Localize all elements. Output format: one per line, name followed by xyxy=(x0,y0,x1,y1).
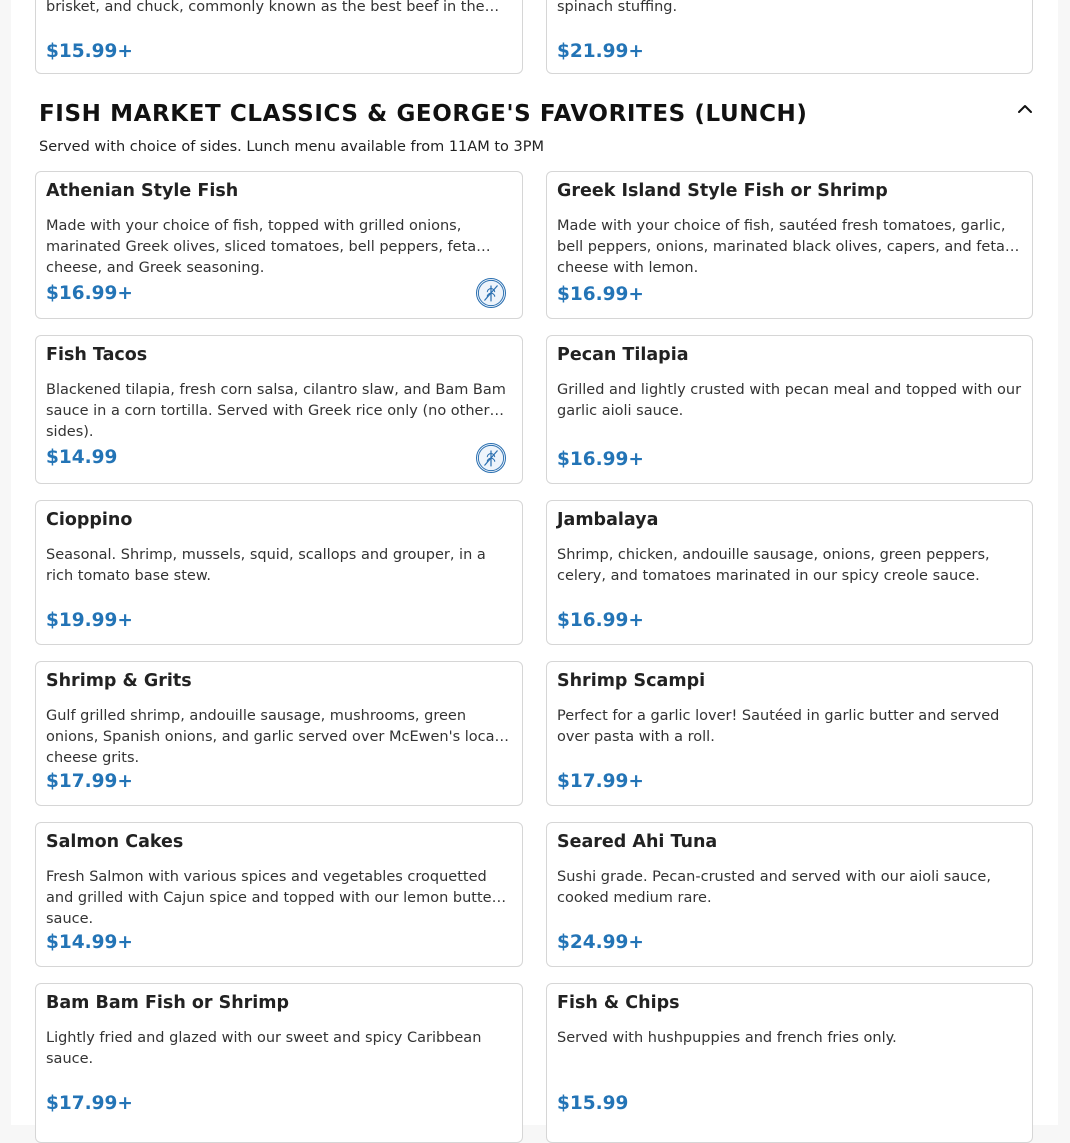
menu-item-card[interactable] xyxy=(35,500,523,645)
menu-item-description: Served with hushpuppies and french fries only. xyxy=(557,1030,897,1046)
menu-page xyxy=(11,0,1058,1125)
menu-item-card[interactable] xyxy=(546,335,1033,484)
menu-item-name: Fish Tacos xyxy=(46,345,148,365)
menu-item-description: Perfect for a garlic lover! Sautéed in garlic butter and served over pasta with a roll. xyxy=(557,708,1000,745)
menu-item-name: Shrimp & Grits xyxy=(46,671,192,691)
menu-item-price: $17.99+ xyxy=(557,771,644,792)
menu-item-price: $17.99+ xyxy=(46,771,133,792)
menu-item-name: Shrimp Scampi xyxy=(557,671,706,691)
menu-item-name: Greek Island Style Fish or Shrimp xyxy=(557,181,888,201)
menu-item-price: $14.99 xyxy=(46,447,118,468)
menu-item-description: Sushi grade. Pecan-crusted and served with our aioli sauce, cooked medium rare. xyxy=(557,869,991,906)
menu-item-card[interactable] xyxy=(546,661,1033,806)
menu-item-card[interactable] xyxy=(546,0,1033,74)
menu-item-description: Grilled and lightly crusted with pecan meal and topped with our garlic aioli sauce. xyxy=(557,382,1022,419)
menu-item-description: spinach stuffing. xyxy=(557,0,678,15)
menu-item-description: Gulf grilled shrimp, andouille sausage, mushrooms, green onions, Spanish onions, and garlic served over McEwen's local cheese grits. xyxy=(46,708,499,766)
menu-item-name: Salmon Cakes xyxy=(46,832,184,852)
menu-item-price: $16.99+ xyxy=(557,610,644,631)
menu-item-price: $15.99+ xyxy=(46,41,133,62)
menu-item-description: Made with your choice of fish, topped with grilled onions, marinated Greek olives, sliced tomatoes, bell peppers, feta cheese, and Greek seasoning. xyxy=(46,218,477,276)
no-gluten-icon xyxy=(476,443,506,473)
menu-item-price: $16.99+ xyxy=(557,449,644,470)
menu-item-name: Fish & Chips xyxy=(557,993,680,1013)
menu-item-description: Lightly fried and glazed with our sweet and spicy Caribbean sauce. xyxy=(46,1030,482,1067)
section-subtitle: Served with choice of sides. Lunch menu available from 11AM to 3PM xyxy=(39,139,544,155)
menu-item-price: $16.99+ xyxy=(557,284,644,305)
no-gluten-icon xyxy=(476,278,506,308)
menu-item-card[interactable] xyxy=(546,500,1033,645)
menu-item-description: Made with your choice of fish, sautéed fresh tomatoes, garlic, bell peppers, onions, marinated black olives, capers, and feta cheese with lemon. xyxy=(557,218,1006,276)
menu-item-description: Blackened tilapia, fresh corn salsa, cilantro slaw, and Bam Bam sauce in a corn tortilla. Served with Greek rice only (no other sides). xyxy=(46,382,506,440)
menu-item-name: Jambalaya xyxy=(557,510,659,530)
menu-item-card[interactable] xyxy=(35,171,523,319)
section-title: FISH MARKET CLASSICS & GEORGE'S FAVORITES (LUNCH) xyxy=(39,101,808,127)
menu-item-card[interactable] xyxy=(35,335,523,484)
menu-item-price: $24.99+ xyxy=(557,932,644,953)
menu-item-price: $19.99+ xyxy=(46,610,133,631)
menu-item-name: Cioppino xyxy=(46,510,133,530)
menu-item-price: $15.99 xyxy=(557,1093,629,1114)
menu-item-name: Pecan Tilapia xyxy=(557,345,689,365)
menu-item-card[interactable] xyxy=(35,822,523,967)
menu-item-card[interactable] xyxy=(546,171,1033,319)
menu-item-card[interactable] xyxy=(546,983,1033,1143)
menu-item-description: brisket, and chuck, commonly known as the best beef in the… xyxy=(46,0,500,15)
menu-item-price: $14.99+ xyxy=(46,932,133,953)
menu-item-card[interactable] xyxy=(35,661,523,806)
menu-item-price: $21.99+ xyxy=(557,41,644,62)
menu-item-description: Shrimp, chicken, andouille sausage, onions, green peppers, celery, and tomatoes marinated in our spicy creole sauce. xyxy=(557,547,990,584)
menu-item-description: Seasonal. Shrimp, mussels, squid, scallops and grouper, in a rich tomato base stew. xyxy=(46,547,486,584)
menu-item-card[interactable] xyxy=(546,822,1033,967)
menu-item-name: Athenian Style Fish xyxy=(46,181,239,201)
menu-item-description: Fresh Salmon with various spices and vegetables croquetted and grilled with Cajun spice and topped with our lemon butter sauce. xyxy=(46,869,498,927)
chevron-up-icon[interactable] xyxy=(1017,102,1033,116)
menu-item-card[interactable] xyxy=(35,0,523,74)
menu-item-name: Seared Ahi Tuna xyxy=(557,832,718,852)
menu-item-card[interactable] xyxy=(35,983,523,1143)
menu-item-name: Bam Bam Fish or Shrimp xyxy=(46,993,290,1013)
menu-item-price: $16.99+ xyxy=(46,283,133,304)
menu-item-price: $17.99+ xyxy=(46,1093,133,1114)
